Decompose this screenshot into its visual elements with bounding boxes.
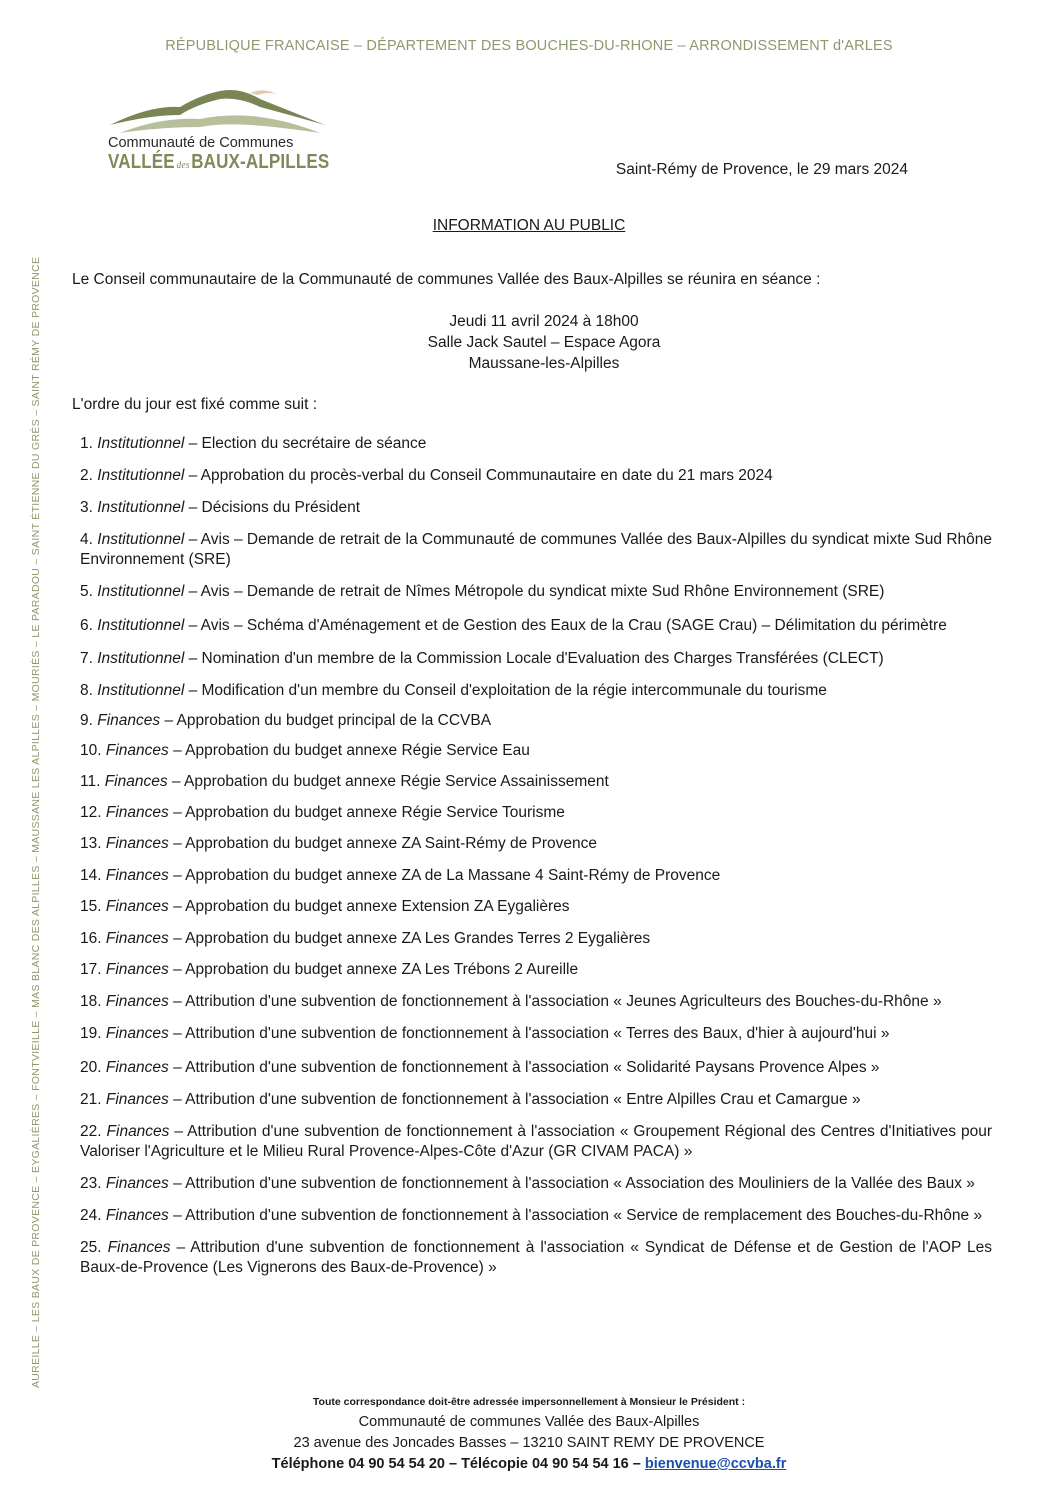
agenda-item-text: – Attribution d'une subvention de fonctionnement à l'association « Syndicat de Défense et de Gestion de l'AOP Les Baux-de-Provence (Les Vignerons des Baux-de-Provence) » bbox=[80, 1239, 992, 1276]
agenda-item-text: – Attribution d'une subvention de fonctionnement à l'association « Solidarité Paysans Provence Alpes » bbox=[168, 1059, 880, 1076]
agenda-item-number: 21. bbox=[80, 1091, 102, 1108]
agenda-item-text: – Nomination d'un membre de la Commission Locale d'Evaluation des Charges Transférées (CLECT) bbox=[184, 650, 884, 667]
agenda-item-number: 24. bbox=[80, 1207, 102, 1224]
agenda-item-number: 15. bbox=[80, 898, 102, 915]
date-line: Saint-Rémy de Provence, le 29 mars 2024 bbox=[615, 161, 908, 178]
agenda-item-category: Finances bbox=[106, 1123, 170, 1140]
agenda-item-number: 9. bbox=[80, 712, 93, 729]
agenda-item-number: 14. bbox=[80, 867, 102, 884]
agenda-item-number: 20. bbox=[80, 1059, 102, 1076]
meeting-room: Salle Jack Sautel – Espace Agora bbox=[427, 334, 661, 351]
meeting-date: Jeudi 11 avril 2024 à 18h00 bbox=[449, 313, 639, 330]
agenda-item bbox=[80, 866, 992, 886]
agenda-item bbox=[80, 1206, 992, 1226]
agenda-item-text: – Attribution d'une subvention de fonctionnement à l'association « Entre Alpilles Crau et Camargue » bbox=[168, 1091, 861, 1108]
agenda-item-text: – Approbation du budget principal de la CCVBA bbox=[160, 712, 492, 729]
agenda-item-category: Finances bbox=[105, 1207, 169, 1224]
agenda-item-category: Finances bbox=[105, 1091, 169, 1108]
agenda-item-category: Institutionnel bbox=[97, 617, 185, 634]
email-link[interactable]: bienvenue@ccvba.fr bbox=[644, 1456, 787, 1472]
agenda-item-category: Finances bbox=[105, 742, 169, 759]
agenda-item bbox=[80, 498, 992, 518]
agenda-item bbox=[80, 960, 992, 980]
logo-line2: VALLÉE desBAUX-ALPILLES bbox=[108, 151, 330, 173]
agenda-item-category: Finances bbox=[104, 773, 168, 790]
agenda-item bbox=[80, 772, 992, 792]
agenda-item-category: Institutionnel bbox=[97, 435, 185, 452]
agenda-item-category: Finances bbox=[105, 1059, 169, 1076]
agenda-item-category: Finances bbox=[105, 835, 169, 852]
agenda-item bbox=[80, 897, 992, 917]
agenda-item bbox=[80, 616, 992, 636]
agenda-item-number: 8. bbox=[80, 682, 93, 699]
agenda-item-number: 3. bbox=[80, 499, 93, 516]
agenda-item-category: Institutionnel bbox=[97, 583, 185, 600]
agenda-item-category: Institutionnel bbox=[97, 531, 185, 548]
agenda-item-category: Institutionnel bbox=[97, 499, 185, 516]
agenda-item-text: – Approbation du budget annexe ZA Les Grandes Terres 2 Eygalières bbox=[168, 930, 651, 947]
agenda-item bbox=[80, 1024, 992, 1044]
agenda-item-number: 7. bbox=[80, 650, 93, 667]
agenda-item bbox=[80, 1174, 992, 1194]
logo-line1: Communauté de Communes bbox=[108, 135, 294, 151]
logo-mountains-icon bbox=[100, 85, 330, 140]
agenda-item bbox=[80, 582, 992, 602]
footer bbox=[0, 1396, 1058, 1475]
agenda-item-text: – Election du secrétaire de séance bbox=[184, 435, 427, 452]
header-top-line: RÉPUBLIQUE FRANCAISE – DÉPARTEMENT DES BOUCHES-DU-RHONE – ARRONDISSEMENT d'ARLES bbox=[165, 38, 893, 54]
agenda-item-text: – Modification d'un membre du Conseil d'exploitation de la régie intercommunale du tourisme bbox=[184, 682, 827, 699]
agenda-item bbox=[80, 741, 992, 761]
footer-address: 23 avenue des Joncades Basses – 13210 SAINT REMY DE PROVENCE bbox=[293, 1435, 765, 1451]
meeting-town: Maussane-les-Alpilles bbox=[468, 355, 620, 372]
agenda-item-number: 1. bbox=[80, 435, 93, 452]
agenda-item-category: Institutionnel bbox=[97, 467, 185, 484]
agenda-item-category: Finances bbox=[107, 1239, 171, 1256]
agenda-item bbox=[80, 466, 992, 486]
agenda-item-number: 12. bbox=[80, 804, 102, 821]
page-title: INFORMATION AU PUBLIC bbox=[432, 217, 626, 234]
agenda-item-number: 6. bbox=[80, 617, 93, 634]
agenda-item-category: Finances bbox=[105, 1175, 169, 1192]
agenda-item-category: Finances bbox=[105, 898, 169, 915]
agenda-item-category: Finances bbox=[105, 1025, 169, 1042]
agenda-item-number: 23. bbox=[80, 1175, 102, 1192]
logo bbox=[100, 85, 340, 180]
agenda-item-text: – Approbation du budget annexe Régie Service Tourisme bbox=[168, 804, 565, 821]
side-communes-list: AUREILLE – LES BAUX DE PROVENCE – EYGALIÈRES – FONTVIEILLE – MAS BLANC DES ALPILLES – MAUSSANE LES ALPILLES – MOURIÈS – LE PARADOU – SAINT ÉTIENNE DU GRÈS – SAINT RÉMY DE PROVENCE bbox=[30, 256, 42, 1388]
agenda-item-text: – Approbation du budget annexe Régie Service Assainissement bbox=[167, 773, 609, 790]
footer-org: Communauté de communes Vallée des Baux-Alpilles bbox=[358, 1414, 700, 1430]
agenda-item-category: Finances bbox=[105, 993, 169, 1010]
agenda-item-number: 18. bbox=[80, 993, 102, 1010]
agenda-intro: L'ordre du jour est fixé comme suit : bbox=[72, 396, 318, 413]
agenda-item-number: 2. bbox=[80, 467, 93, 484]
agenda-item bbox=[80, 1058, 992, 1078]
agenda-item-text: – Approbation du budget annexe ZA Saint-Rémy de Provence bbox=[168, 835, 598, 852]
agenda-item-text: – Attribution d'une subvention de fonctionnement à l'association « Jeunes Agriculteurs des Bouches-du-Rhône » bbox=[168, 993, 942, 1010]
agenda-item-number: 17. bbox=[80, 961, 102, 978]
agenda-item bbox=[80, 681, 992, 701]
intro-text: Le Conseil communautaire de la Communauté de communes Vallée des Baux-Alpilles se réunira en séance : bbox=[72, 271, 821, 288]
agenda-item bbox=[80, 434, 992, 454]
agenda-item-category: Finances bbox=[105, 961, 169, 978]
agenda-item-number: 22. bbox=[80, 1123, 102, 1140]
agenda-item bbox=[80, 1122, 992, 1162]
agenda-item-number: 10. bbox=[80, 742, 102, 759]
agenda-item bbox=[80, 1238, 992, 1278]
agenda-item-number: 25. bbox=[80, 1239, 102, 1256]
agenda-item-text: – Avis – Demande de retrait de Nîmes Métropole du syndicat mixte Sud Rhône Environnement (SRE) bbox=[184, 583, 885, 600]
agenda-item-text: – Attribution d'une subvention de fonctionnement à l'association « Service de remplacement des Bouches-du-Rhône » bbox=[168, 1207, 983, 1224]
agenda-item bbox=[80, 1090, 992, 1110]
agenda-item bbox=[80, 992, 992, 1012]
agenda-item bbox=[80, 711, 992, 731]
agenda-item-text: – Avis – Schéma d'Aménagement et de Gestion des Eaux de la Crau (SAGE Crau) – Délimitation du périmètre bbox=[184, 617, 947, 634]
meeting-info bbox=[0, 311, 1058, 374]
agenda-item bbox=[80, 834, 992, 854]
agenda-item-text: – Attribution d'une subvention de fonctionnement à l'association « Groupement Régional des Centres d'Initiatives pour Valoriser l'Agriculture et le Milieu Rural Provence-Alpes-Côte d'Azur (GR CIVAM PACA) » bbox=[80, 1123, 993, 1160]
agenda-item-text: – Décisions du Président bbox=[184, 499, 361, 516]
agenda-item-category: Institutionnel bbox=[97, 650, 185, 667]
agenda-item-text: – Approbation du procès-verbal du Conseil Communautaire en date du 21 mars 2024 bbox=[184, 467, 773, 484]
agenda-item-category: Finances bbox=[105, 930, 169, 947]
agenda-list bbox=[80, 434, 992, 1278]
agenda-item-text: – Attribution d'une subvention de fonctionnement à l'association « Association des Mouliniers de la Vallée des Baux » bbox=[168, 1175, 975, 1192]
agenda-item-category: Institutionnel bbox=[97, 682, 185, 699]
agenda-item-category: Finances bbox=[105, 867, 169, 884]
footer-note: Toute correspondance doit-être adressée impersonnellement à Monsieur le Président : bbox=[312, 1396, 746, 1408]
agenda-item bbox=[80, 649, 992, 669]
agenda-item bbox=[80, 530, 992, 570]
agenda-item-category: Finances bbox=[97, 712, 161, 729]
agenda-item-text: – Approbation du budget annexe Extension ZA Eygalières bbox=[168, 898, 570, 915]
footer-contact: Téléphone 04 90 54 54 20 – Télécopie 04 90 54 54 16 – bienvenue@ccvba.fr bbox=[271, 1456, 787, 1472]
agenda-item-number: 11. bbox=[80, 773, 101, 790]
agenda-item-text: – Approbation du budget annexe ZA Les Trébons 2 Aureille bbox=[168, 961, 579, 978]
agenda-item-number: 19. bbox=[80, 1025, 102, 1042]
agenda-item bbox=[80, 929, 992, 949]
agenda-item-number: 16. bbox=[80, 930, 102, 947]
agenda-item-text: – Approbation du budget annexe Régie Service Eau bbox=[168, 742, 530, 759]
agenda-item-number: 4. bbox=[80, 531, 93, 548]
agenda-item-text: – Approbation du budget annexe ZA de La Massane 4 Saint-Rémy de Provence bbox=[168, 867, 721, 884]
agenda-item-number: 5. bbox=[80, 583, 93, 600]
agenda-item-number: 13. bbox=[80, 835, 102, 852]
agenda-item-text: – Avis – Demande de retrait de la Communauté de communes Vallée des Baux-Alpilles du syndicat mixte Sud Rhône Environnement (SRE) bbox=[80, 531, 992, 568]
agenda-item bbox=[80, 803, 992, 823]
agenda-item-category: Finances bbox=[105, 804, 169, 821]
agenda-item-text: – Attribution d'une subvention de fonctionnement à l'association « Terres des Baux, d'hier à aujourd'hui » bbox=[168, 1025, 890, 1042]
